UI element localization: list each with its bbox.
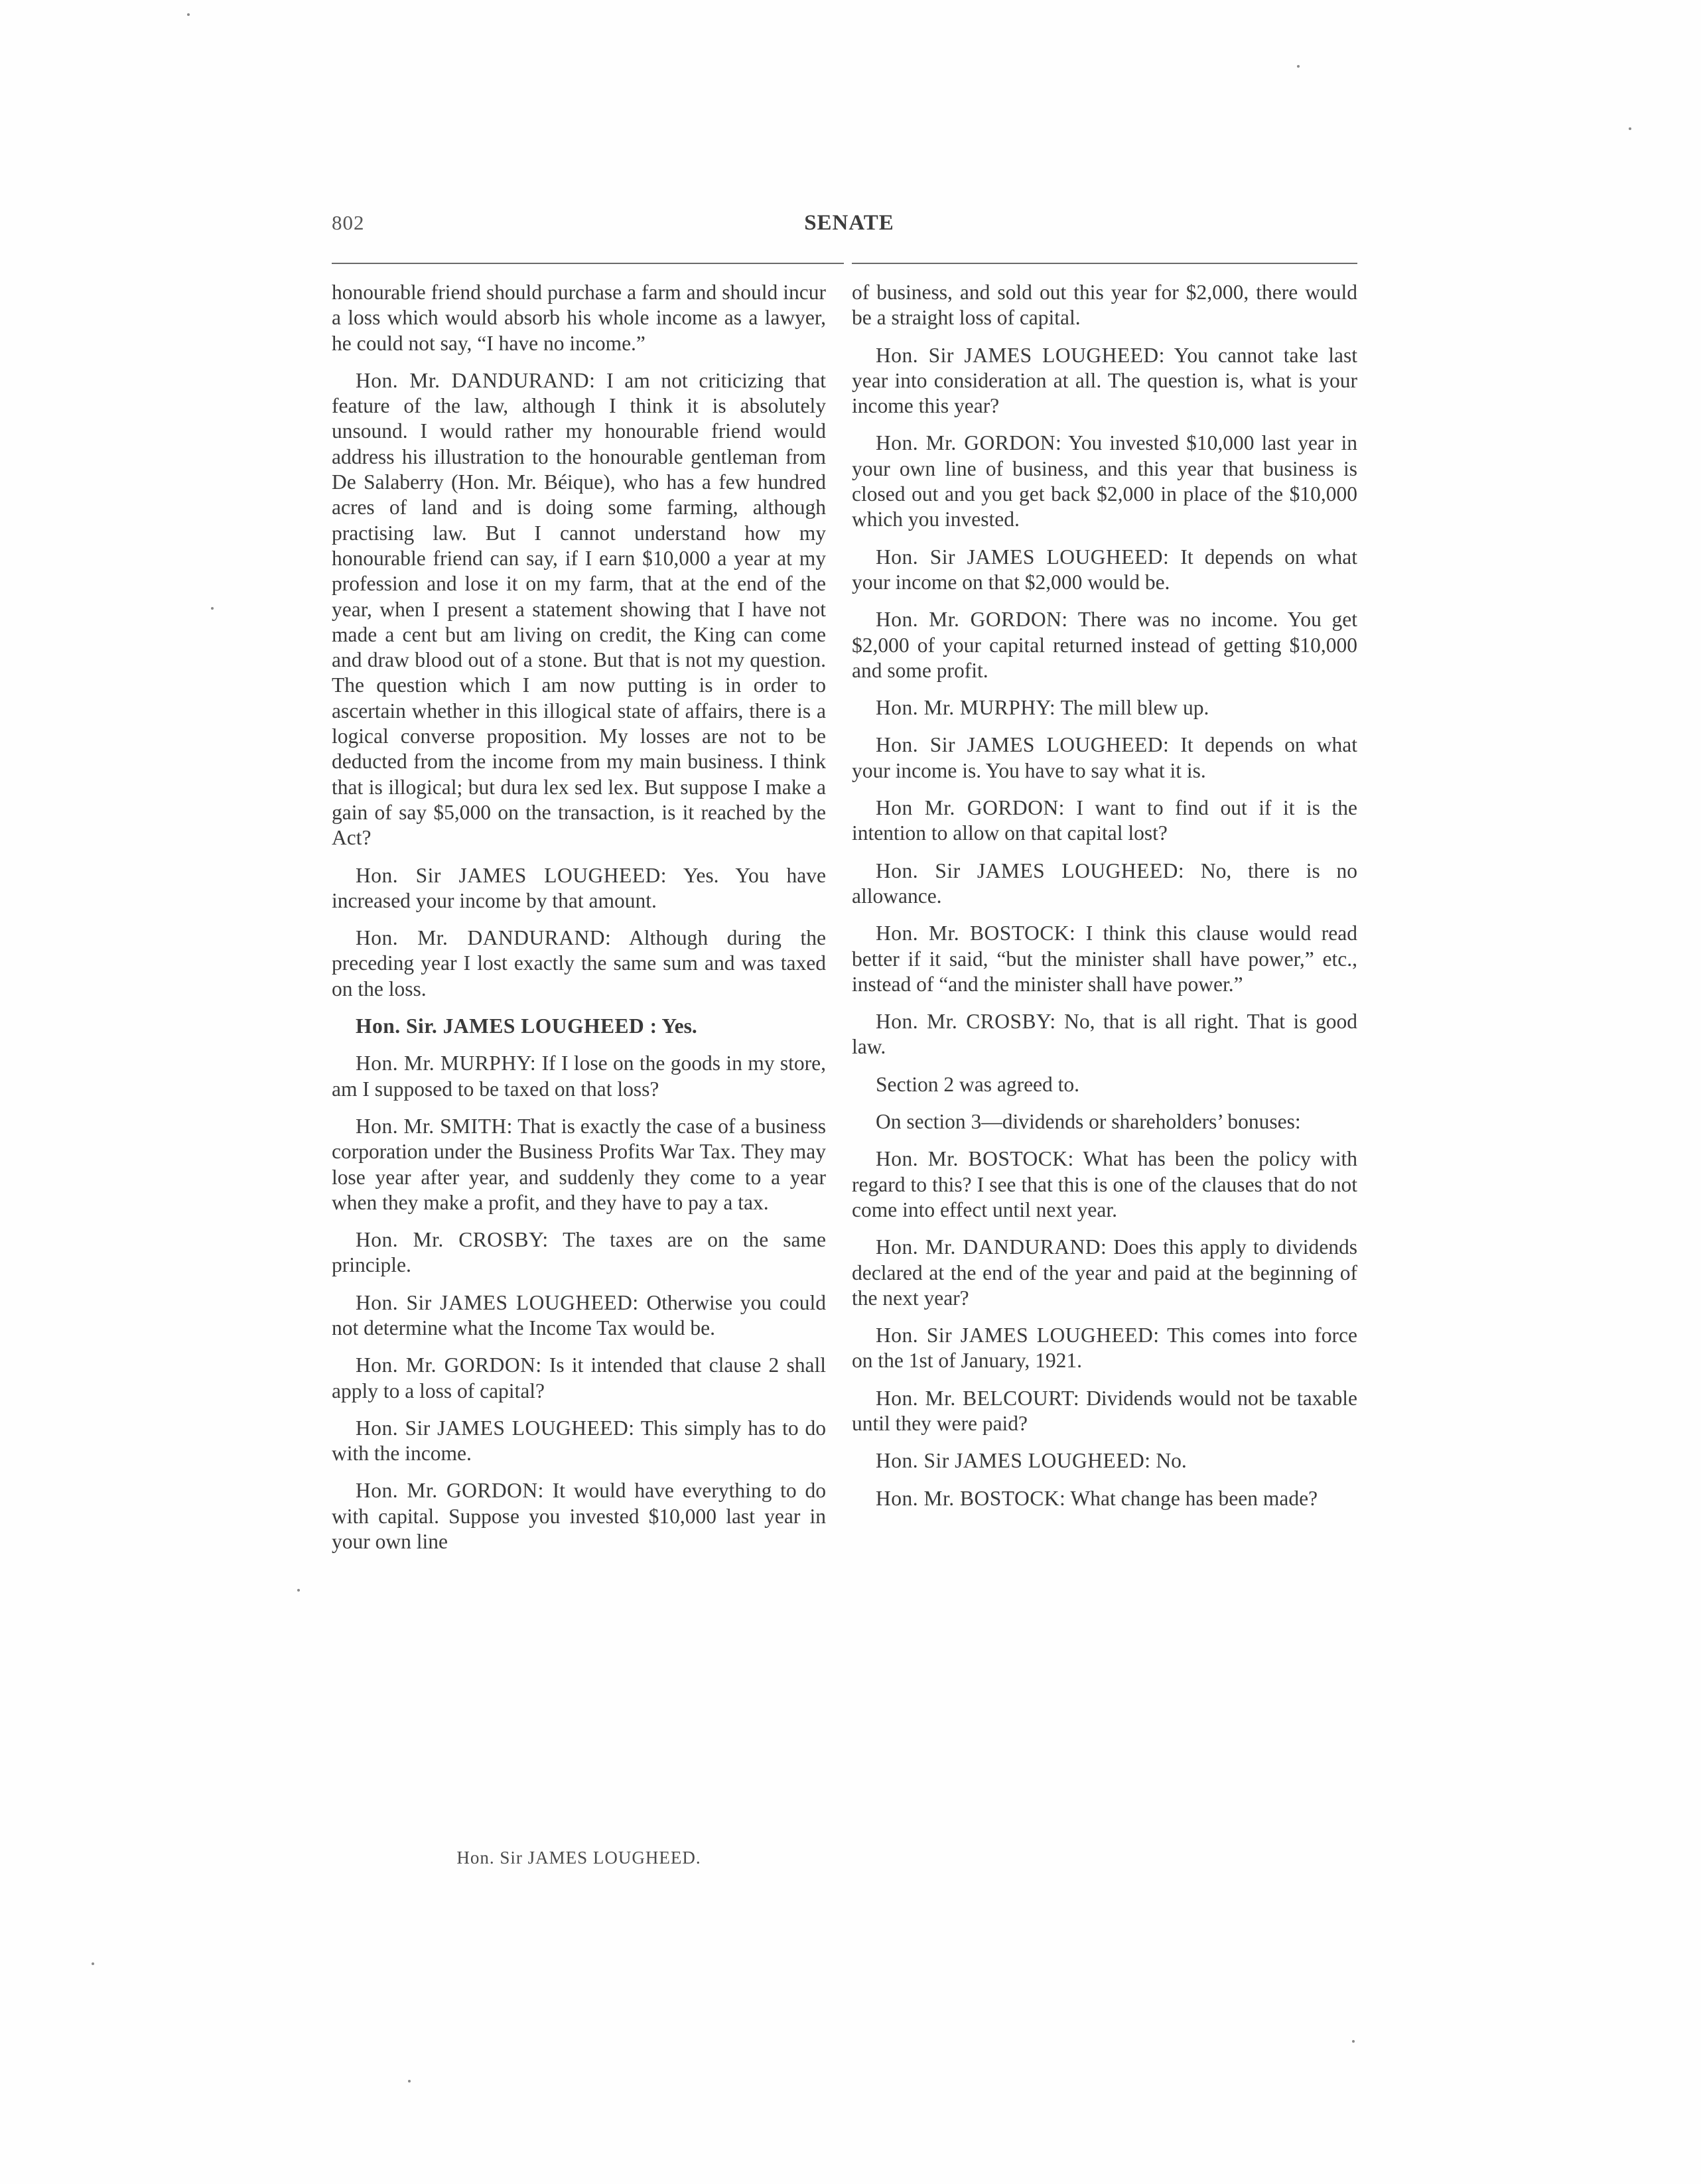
- speaker-name: Hon. Mr. CROSBY:: [356, 1228, 549, 1252]
- speaker-name: Hon. Mr. GORDON:: [356, 1353, 542, 1377]
- paragraph: [332, 925, 826, 1002]
- paragraph-text: of business, and sold out this year for $2,000, there would be a straight loss of capital.: [852, 281, 1357, 330]
- scan-speck: [1352, 2040, 1355, 2043]
- paragraph-text: It depends on what your income is. You have to say what it is.: [852, 733, 1357, 782]
- speaker-name: Hon. Sir JAMES LOUGHEED:: [356, 863, 667, 887]
- paragraph-text: The mill blew up.: [1055, 696, 1209, 720]
- speaker-name: Hon. Sir JAMES LOUGHEED:: [356, 1416, 635, 1440]
- paragraph: [852, 1386, 1357, 1437]
- paragraph-text: Yes. You have increased your income by that amount.: [332, 863, 826, 912]
- speaker-name: Hon. Mr. CROSBY:: [876, 1010, 1056, 1034]
- paragraph-text: Is it intended that clause 2 shall apply to a loss of capital?: [332, 1353, 826, 1402]
- paragraph: [852, 280, 1357, 331]
- paragraph-text: No, that is all right. That is good law.: [852, 1010, 1357, 1059]
- speaker-name: Hon. Sir JAMES LOUGHEED:: [876, 1449, 1151, 1473]
- page-number: 802: [332, 211, 365, 234]
- scan-speck: [297, 1589, 300, 1592]
- paragraph-text: I think this clause would read better if it said, “but the minister shall have power,” etc., instead of “and the minister shall have power.”: [852, 921, 1357, 996]
- paragraph-text: The taxes are on the same principle.: [332, 1228, 826, 1277]
- speaker-name: Hon. Mr. MURPHY:: [876, 696, 1056, 720]
- paragraph: [852, 1235, 1357, 1311]
- scan-speck: [1297, 65, 1300, 68]
- speaker-name: Hon. Sir JAMES LOUGHEED:: [356, 1290, 639, 1314]
- paragraph-text: It would have everything to do with capital. Suppose you invested $10,000 last year in your own line: [332, 1479, 826, 1554]
- paragraph-text: If I lose on the goods in my store, am I supposed to be taxed on that loss?: [332, 1052, 827, 1101]
- paragraph-text: Section 2 was agreed to.: [876, 1072, 1080, 1096]
- scan-speck: [211, 607, 214, 610]
- left-column: [332, 280, 826, 1566]
- paragraph-text: Although during the preceding year I lost exactly the same sum and was taxed on the loss.: [332, 926, 826, 1000]
- speaker-name: Hon. Mr. DANDURAND:: [356, 368, 596, 392]
- speaker-name: Hon. Sir JAMES LOUGHEED:: [876, 545, 1170, 569]
- scan-speck: [1629, 127, 1631, 130]
- paragraph: [332, 1227, 826, 1278]
- speaker-name: Hon. Mr. BOSTOCK:: [876, 1486, 1066, 1510]
- paragraph: [332, 1114, 826, 1215]
- paragraph-text: No, there is no allowance.: [852, 858, 1357, 908]
- speaker-name: Hon. Mr. GORDON:: [876, 608, 1068, 632]
- footer-catchword: Hon. Sir JAMES LOUGHEED.: [456, 1848, 701, 1868]
- paragraph: [852, 1009, 1357, 1060]
- paragraph: [852, 1109, 1357, 1134]
- paragraph: [852, 795, 1357, 847]
- speaker-name: Hon. Sir JAMES LOUGHEED:: [876, 733, 1170, 757]
- paragraph-text: This comes into force on the 1st of January, 1921.: [852, 1324, 1357, 1373]
- right-column: [852, 280, 1357, 1523]
- paragraph: [852, 1486, 1357, 1511]
- paragraph: [332, 1014, 826, 1039]
- speaker-name: Hon. Mr. BOSTOCK:: [876, 1147, 1074, 1171]
- paragraph-text: Otherwise you could not determine what the Income Tax would be.: [332, 1290, 826, 1339]
- paragraph-text: That is exactly the case of a business corporation under the Business Profits War Tax. They may lose year after year, and suddenly they come to a year when they make a profit, and they have to pay a tax.: [332, 1114, 826, 1214]
- paragraph-text: I am not criticizing that feature of the law, although I think it is absolutely unsound. I would rather my honourable friend would address his illustration to the honourable gentleman from De Salaberry (Hon. Mr. Béique), who has a few hundred acres of land and is doing some farming, although practising law. But I cannot understand how my honourable friend can say, if I earn $10,000 a year at my profession and lose it on my farm, that at the end of the year, when I present a statement showing that I have not made a cent but am living on credit, the King can come and draw blood out of a stone. But that is not my question. The question which I am now putting is in order to ascertain whether in this illogical state of affairs, there is a logical converse proposition. My losses are not to be deducted from the income from my main business. I think that is illogical; but dura lex sed lex. But suppose I make a gain of say $5,000 on the transaction, is it reached by the Act?: [332, 368, 826, 850]
- speaker-name: Hon. Mr. SMITH:: [356, 1114, 513, 1138]
- paragraph: [852, 545, 1357, 596]
- paragraph: [852, 343, 1357, 419]
- paragraph-text: You invested $10,000 last year in your own line of business, and this year that business is closed out and you get back $2,000 in place of the $10,000 which you invested.: [852, 431, 1357, 531]
- paragraph-text: Yes.: [657, 1014, 697, 1038]
- paragraph: [332, 1353, 826, 1404]
- speaker-name: Hon. Mr. BELCOURT:: [876, 1386, 1080, 1410]
- speaker-name: Hon. Mr. DANDURAND:: [876, 1235, 1107, 1259]
- speaker-name: Hon. Mr. MURPHY:: [356, 1052, 537, 1075]
- running-head: SENATE: [804, 211, 894, 235]
- paragraph-text: This simply has to do with the income.: [332, 1416, 826, 1466]
- paragraph-text: You cannot take last year into consideration at all. The question is, what is your income this year?: [852, 343, 1357, 418]
- speaker-name: Hon. Mr. DANDURAND:: [356, 926, 612, 950]
- speaker-name: Hon. Sir JAMES LOUGHEED:: [876, 1324, 1160, 1347]
- paragraph: [852, 1323, 1357, 1374]
- paragraph: [852, 858, 1357, 910]
- paragraph: [332, 863, 826, 914]
- speaker-name: Hon. Sir. JAMES LOUGHEED :: [356, 1014, 657, 1038]
- scan-speck: [187, 13, 190, 16]
- paragraph: [852, 695, 1357, 720]
- paragraph-text: honourable friend should purchase a farm and should incur a loss which would absorb his whole income as a lawyer, he could not say, “I have no income.”: [332, 281, 826, 355]
- paragraph-text: No.: [1150, 1449, 1187, 1473]
- paragraph: [332, 1416, 826, 1467]
- paragraph-text: On section 3—dividends or shareholders’ bonuses:: [876, 1110, 1301, 1134]
- header-rule-left: [332, 263, 844, 264]
- paragraph-text: I want to find out if it is the intention to allow on that capital lost?: [852, 796, 1357, 845]
- paragraph: [852, 607, 1357, 683]
- paragraph: [852, 1448, 1357, 1473]
- paragraph-text: What change has been made?: [1065, 1486, 1318, 1510]
- paragraph-text: What has been the policy with regard to this? I see that this is one of the clauses that do not come into effect until next year.: [852, 1147, 1357, 1221]
- speaker-name: Hon. Mr. BOSTOCK:: [876, 921, 1076, 945]
- speaker-name: Hon. Mr. GORDON:: [876, 431, 1062, 455]
- scan-speck: [408, 2080, 411, 2082]
- paragraph: [852, 1146, 1357, 1223]
- speaker-name: Hon. Mr. GORDON:: [356, 1479, 544, 1503]
- paragraph: [852, 431, 1357, 532]
- paragraph: [332, 1478, 826, 1554]
- speaker-name: Hon Mr. GORDON:: [876, 796, 1065, 820]
- paragraph: [332, 1290, 826, 1341]
- paragraph-text: It depends on what your income on that $2,000 would be.: [852, 545, 1357, 594]
- paragraph: [852, 1072, 1357, 1097]
- paragraph: [852, 732, 1357, 784]
- paragraph-text: There was no income. You get $2,000 of your capital returned instead of getting $10,000 and some profit.: [852, 608, 1357, 682]
- paragraph: [852, 921, 1357, 997]
- scan-speck: [92, 1962, 94, 1965]
- speaker-name: Hon. Sir JAMES LOUGHEED:: [876, 858, 1185, 882]
- paragraph: [332, 280, 826, 356]
- paragraph-text: Does this apply to dividends declared at the end of the year and paid at the beginning of the next year?: [852, 1235, 1357, 1310]
- paragraph-text: Dividends would not be taxable until they were paid?: [852, 1386, 1357, 1435]
- paragraph: [332, 1051, 826, 1102]
- paragraph: [332, 368, 826, 851]
- speaker-name: Hon. Sir JAMES LOUGHEED:: [876, 343, 1165, 367]
- header-rule-right: [852, 263, 1357, 264]
